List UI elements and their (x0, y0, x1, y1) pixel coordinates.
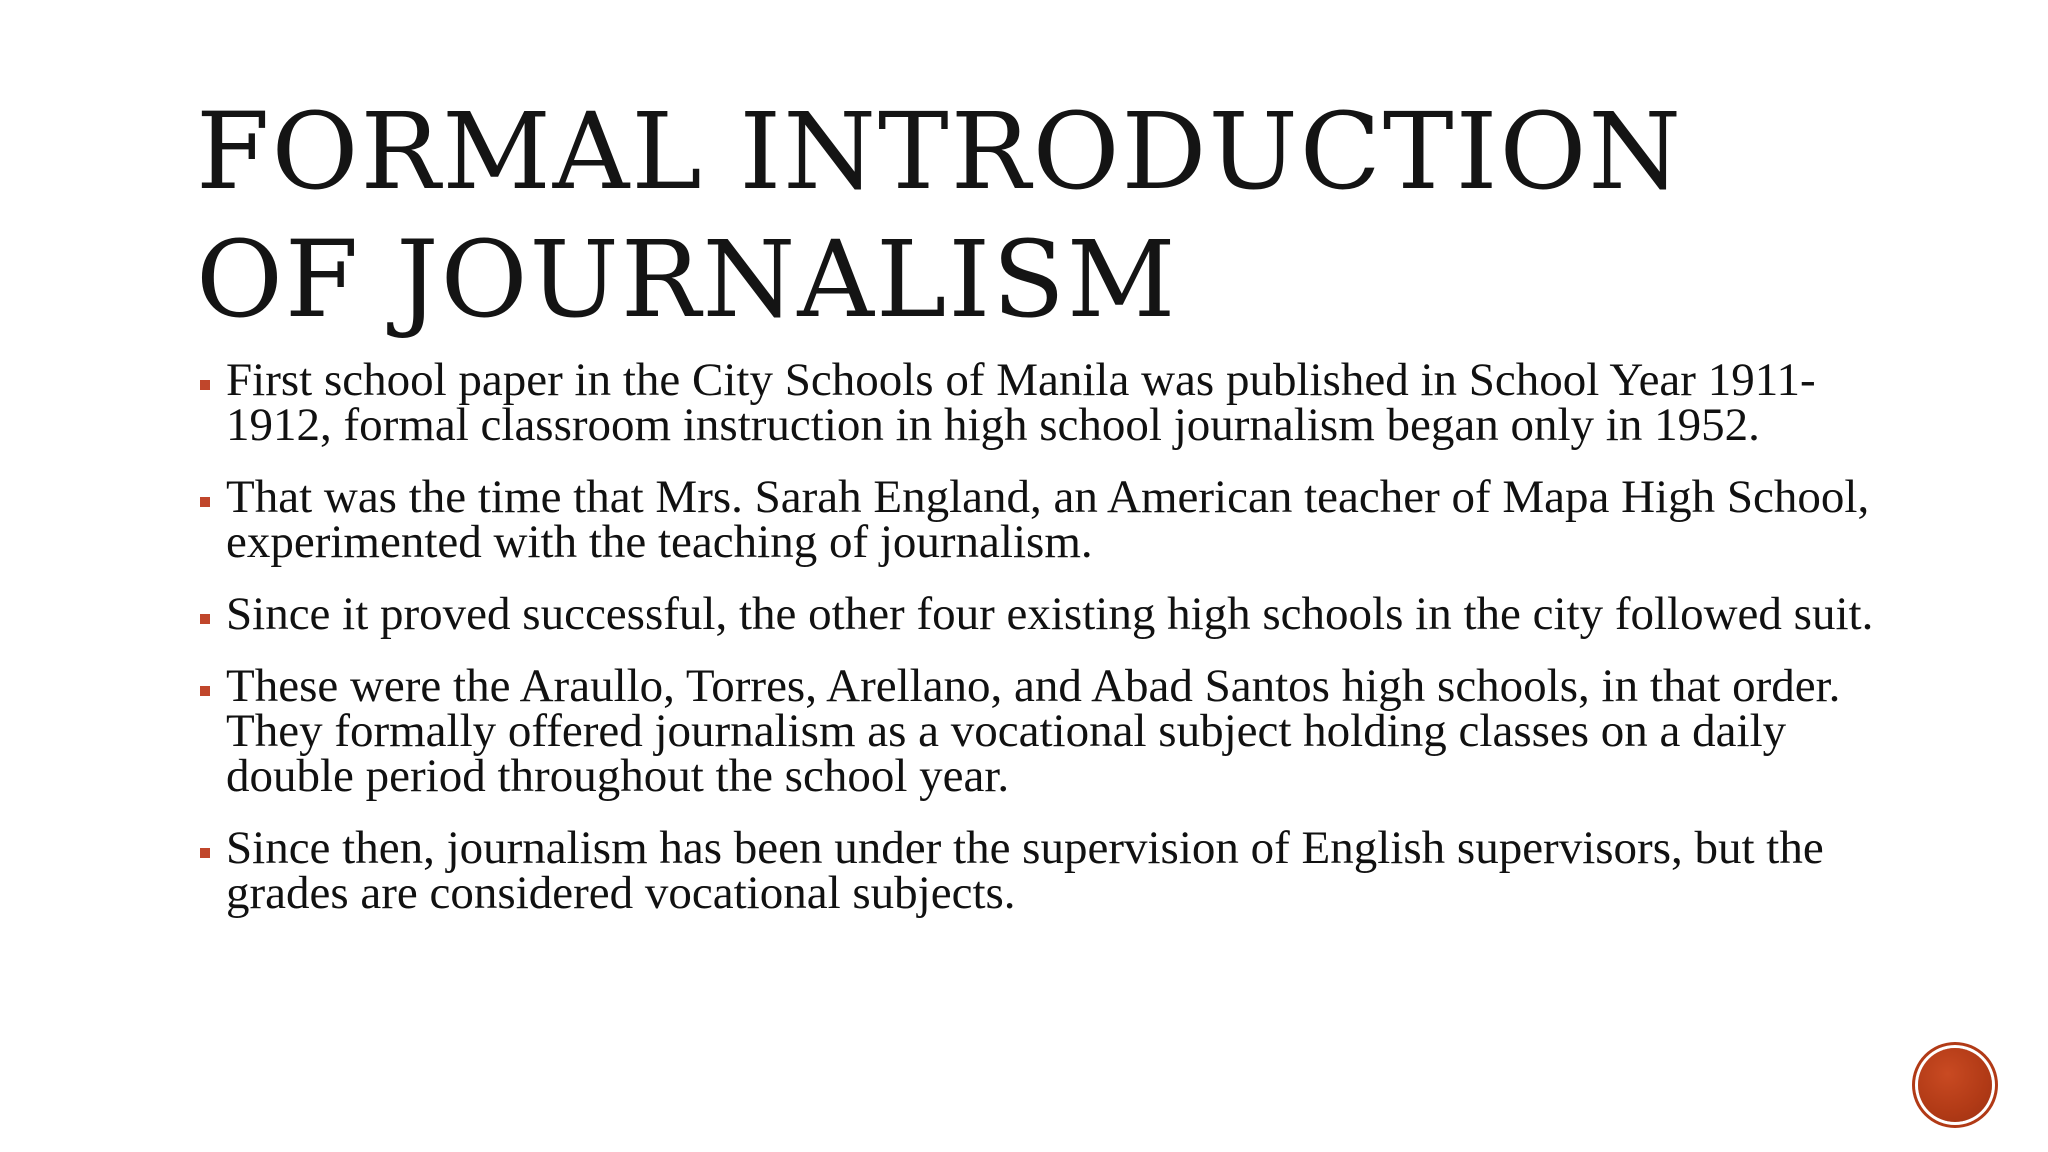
bullet-text: Since it proved successful, the other four existing high schools in the city followed suit. (226, 588, 1874, 640)
square-bullet-icon (200, 497, 210, 507)
slide-nav-button[interactable] (1918, 1048, 1992, 1122)
slide-title (196, 88, 1896, 344)
bullet-text: First school paper in the City Schools of Manila was published in School Year 1911-1912, formal classroom instruction in high school journalism began only in 1952. (226, 354, 1816, 451)
slide-title-line-2: OF JOURNALISM (196, 218, 1178, 341)
bullet-item (196, 354, 1896, 451)
bullet-text: Since then, journalism has been under the supervision of English supervisors, but the grades are considered vocational subjects. (226, 822, 1824, 919)
square-bullet-icon (200, 848, 210, 858)
bullet-item (196, 471, 1896, 568)
bullet-item (196, 588, 1896, 640)
bullet-list (196, 354, 1896, 943)
square-bullet-icon (200, 380, 210, 390)
square-bullet-icon (200, 614, 210, 624)
bullet-text: That was the time that Mrs. Sarah England, an American teacher of Mapa High School, experimented with the teaching of journalism. (226, 471, 1870, 568)
bullet-item (196, 822, 1896, 919)
square-bullet-icon (200, 686, 210, 696)
slide-title-line-1: FORMAL INTRODUCTION (196, 90, 1684, 213)
bullet-text: These were the Araullo, Torres, Arellano, and Abad Santos high schools, in that order. They formally offered journalism as a vocational subject holding classes on a daily double period throughout the school year. (226, 660, 1841, 802)
bullet-item (196, 660, 1896, 802)
